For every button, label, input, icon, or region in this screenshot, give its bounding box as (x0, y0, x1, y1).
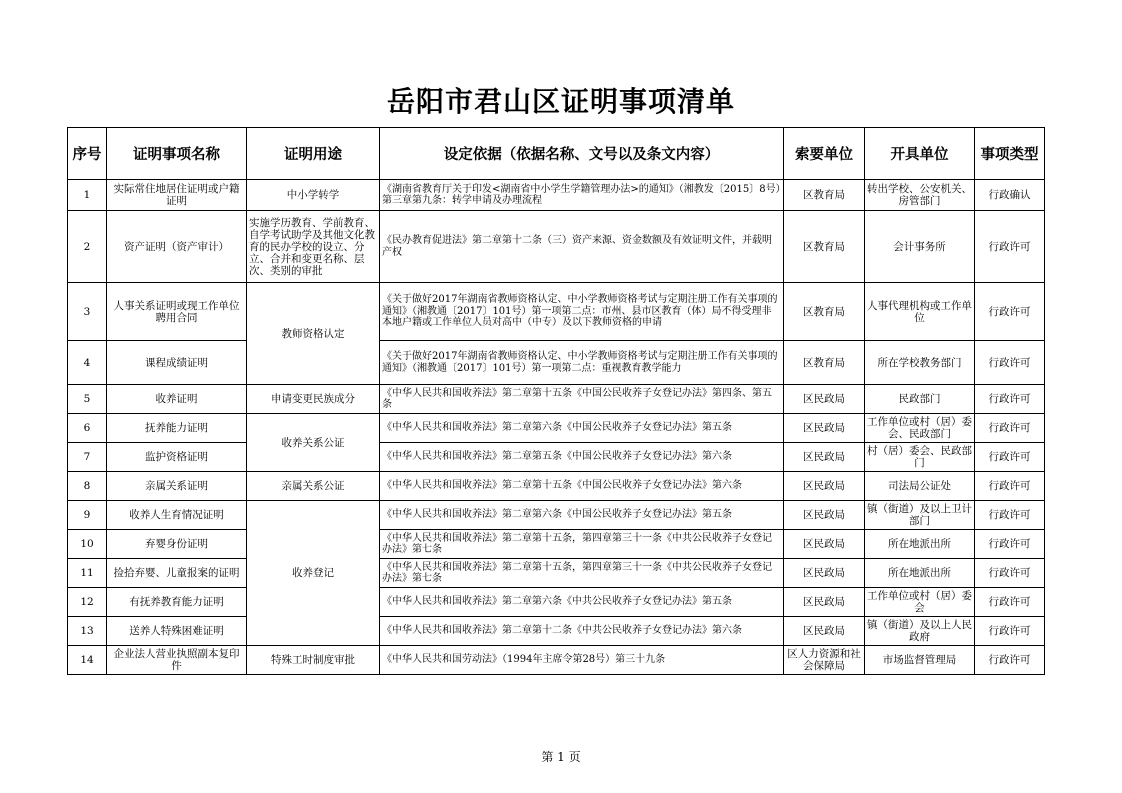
row-name: 课程成绩证明 (107, 341, 247, 385)
row-purpose: 收养关系公证 (247, 414, 380, 472)
row-purpose: 亲属关系公证 (247, 472, 380, 501)
row-basis: 《中华人民共和国收养法》第二章第十五条《中国公民收养子女登记办法》第六条 (380, 472, 784, 501)
row-type: 行政确认 (975, 180, 1045, 211)
table-row (68, 501, 1045, 530)
row-type: 行政许可 (975, 211, 1045, 283)
row-no: 4 (68, 341, 107, 385)
row-requester: 区民政局 (784, 414, 865, 443)
row-requester: 区民政局 (784, 530, 865, 559)
table-row (68, 443, 1045, 472)
table-row (68, 588, 1045, 617)
row-type: 行政许可 (975, 341, 1045, 385)
row-requester: 区教育局 (784, 211, 865, 283)
table-row (68, 385, 1045, 414)
row-purpose: 申请变更民族成分 (247, 385, 380, 414)
table-row (68, 646, 1045, 675)
row-name: 捡拾弃婴、儿童报案的证明 (107, 559, 247, 588)
header-basis: 设定依据（依据名称、文号以及条文内容） (380, 128, 784, 180)
table-row (68, 180, 1045, 211)
page-title: 岳阳市君山区证明事项清单 (386, 85, 735, 118)
row-type: 行政许可 (975, 414, 1045, 443)
row-no: 8 (68, 472, 107, 501)
row-issuer: 会计事务所 (865, 211, 975, 283)
row-basis: 《中华人民共和国收养法》第二章第十五条，第四章第三十一条《中共公民收养子女登记办法》第七条 (380, 559, 784, 588)
header-name: 证明事项名称 (107, 128, 247, 180)
row-purpose: 特殊工时制度审批 (247, 646, 380, 675)
row-issuer: 人事代理机构或工作单位 (865, 283, 975, 341)
table-row (68, 472, 1045, 501)
table-row (68, 530, 1045, 559)
row-name: 弃婴身份证明 (107, 530, 247, 559)
row-basis: 《关于做好2017年湖南省教师资格认定、中小学教师资格考试与定期注册工作有关事项的通知》（湘教通〔2017〕101号）第一项第二点：市州、县市区教育（体）局不得受理非本地户籍或工作单位人员对高中（中专）及以下教师资格的申请 (380, 283, 784, 341)
row-type: 行政许可 (975, 617, 1045, 646)
row-type: 行政许可 (975, 646, 1045, 675)
row-name: 有抚养教育能力证明 (107, 588, 247, 617)
row-basis: 《中华人民共和国收养法》第二章第六条《中国公民收养子女登记办法》第五条 (380, 501, 784, 530)
row-basis: 《中华人民共和国收养法》第二章第五条《中国公民收养子女登记办法》第六条 (380, 443, 784, 472)
header-requester: 索要单位 (784, 128, 865, 180)
row-name: 抚养能力证明 (107, 414, 247, 443)
row-issuer: 所在地派出所 (865, 559, 975, 588)
table-row (68, 617, 1045, 646)
row-no: 9 (68, 501, 107, 530)
row-name: 人事关系证明或现工作单位聘用合同 (107, 283, 247, 341)
row-no: 11 (68, 559, 107, 588)
certificate-list-table (67, 127, 1045, 675)
row-type: 行政许可 (975, 385, 1045, 414)
table-row (68, 283, 1045, 341)
row-issuer: 民政部门 (865, 385, 975, 414)
row-issuer: 镇（街道）及以上卫计部门 (865, 501, 975, 530)
row-no: 14 (68, 646, 107, 675)
row-issuer: 镇（街道）及以上人民政府 (865, 617, 975, 646)
row-type: 行政许可 (975, 443, 1045, 472)
header-purpose: 证明用途 (247, 128, 380, 180)
row-basis: 《关于做好2017年湖南省教师资格认定、中小学教师资格考试与定期注册工作有关事项的通知》（湘教通〔2017〕101号）第一项第二点：重视教育教学能力 (380, 341, 784, 385)
row-name: 收养证明 (107, 385, 247, 414)
row-no: 7 (68, 443, 107, 472)
row-name: 送养人特殊困难证明 (107, 617, 247, 646)
row-no: 1 (68, 180, 107, 211)
row-no: 3 (68, 283, 107, 341)
row-type: 行政许可 (975, 530, 1045, 559)
row-requester: 区教育局 (784, 283, 865, 341)
row-basis: 《中华人民共和国收养法》第二章第十五条《中国公民收养子女登记办法》第四条、第五条 (380, 385, 784, 414)
row-no: 10 (68, 530, 107, 559)
row-requester: 区教育局 (784, 180, 865, 211)
row-type: 行政许可 (975, 559, 1045, 588)
row-basis: 《中华人民共和国收养法》第二章第十二条《中共公民收养子女登记办法》第六条 (380, 617, 784, 646)
row-requester: 区民政局 (784, 472, 865, 501)
row-name: 收养人生育情况证明 (107, 501, 247, 530)
row-basis: 《中华人民共和国收养法》第二章第十五条，第四章第三十一条《中共公民收养子女登记办法》第七条 (380, 530, 784, 559)
row-issuer: 市场监督管理局 (865, 646, 975, 675)
row-basis: 《中华人民共和国收养法》第二章第六条《中共公民收养子女登记办法》第五条 (380, 588, 784, 617)
row-basis: 《民办教育促进法》第二章第十二条（三）资产来源、资金数额及有效证明文件，并载明产权 (380, 211, 784, 283)
table-row (68, 414, 1045, 443)
row-issuer: 工作单位或村（居）委会 (865, 588, 975, 617)
row-no: 12 (68, 588, 107, 617)
row-issuer: 所在地派出所 (865, 530, 975, 559)
row-issuer: 所在学校教务部门 (865, 341, 975, 385)
row-issuer: 转出学校、公安机关、房管部门 (865, 180, 975, 211)
row-type: 行政许可 (975, 588, 1045, 617)
row-type: 行政许可 (975, 283, 1045, 341)
row-purpose: 教师资格认定 (247, 283, 380, 385)
row-requester: 区民政局 (784, 443, 865, 472)
page-number: 第 1 页 (541, 750, 581, 764)
row-requester: 区民政局 (784, 559, 865, 588)
row-issuer: 村（居）委会、民政部门 (865, 443, 975, 472)
table-row (68, 559, 1045, 588)
header-type: 事项类型 (975, 128, 1045, 180)
row-basis: 《湖南省教育厅关于印发<湖南省中小学生学籍管理办法>的通知》（湘教发〔2015〕8号）第三章第九条：转学申请及办理流程 (380, 180, 784, 211)
row-name: 监护资格证明 (107, 443, 247, 472)
row-name: 资产证明（资产审计） (107, 211, 247, 283)
row-type: 行政许可 (975, 472, 1045, 501)
row-name: 实际常住地居住证明或户籍证明 (107, 180, 247, 211)
row-requester: 区教育局 (784, 341, 865, 385)
row-no: 13 (68, 617, 107, 646)
row-requester: 区人力资源和社会保障局 (784, 646, 865, 675)
row-basis: 《中华人民共和国收养法》第二章第六条《中国公民收养子女登记办法》第五条 (380, 414, 784, 443)
row-requester: 区民政局 (784, 385, 865, 414)
table-row (68, 211, 1045, 283)
row-requester: 区民政局 (784, 501, 865, 530)
header-issuer: 开具单位 (865, 128, 975, 180)
table-row (68, 341, 1045, 385)
row-name: 亲属关系证明 (107, 472, 247, 501)
table-header-row (68, 128, 1045, 180)
row-type: 行政许可 (975, 501, 1045, 530)
row-name: 企业法人营业执照副本复印件 (107, 646, 247, 675)
row-requester: 区民政局 (784, 617, 865, 646)
row-issuer: 司法局公证处 (865, 472, 975, 501)
row-purpose: 实施学历教育、学前教育、自学考试助学及其他文化教育的民办学校的设立、分立、合并和变更名称、层次、类别的审批 (247, 211, 380, 283)
row-no: 6 (68, 414, 107, 443)
row-purpose: 中小学转学 (247, 180, 380, 211)
row-purpose: 收养登记 (247, 501, 380, 646)
row-issuer: 工作单位或村（居）委会、民政部门 (865, 414, 975, 443)
header-no: 序号 (68, 128, 107, 180)
row-no: 5 (68, 385, 107, 414)
row-requester: 区民政局 (784, 588, 865, 617)
row-no: 2 (68, 211, 107, 283)
row-basis: 《中华人民共和国劳动法》（1994年主席令第28号）第三十九条 (380, 646, 784, 675)
